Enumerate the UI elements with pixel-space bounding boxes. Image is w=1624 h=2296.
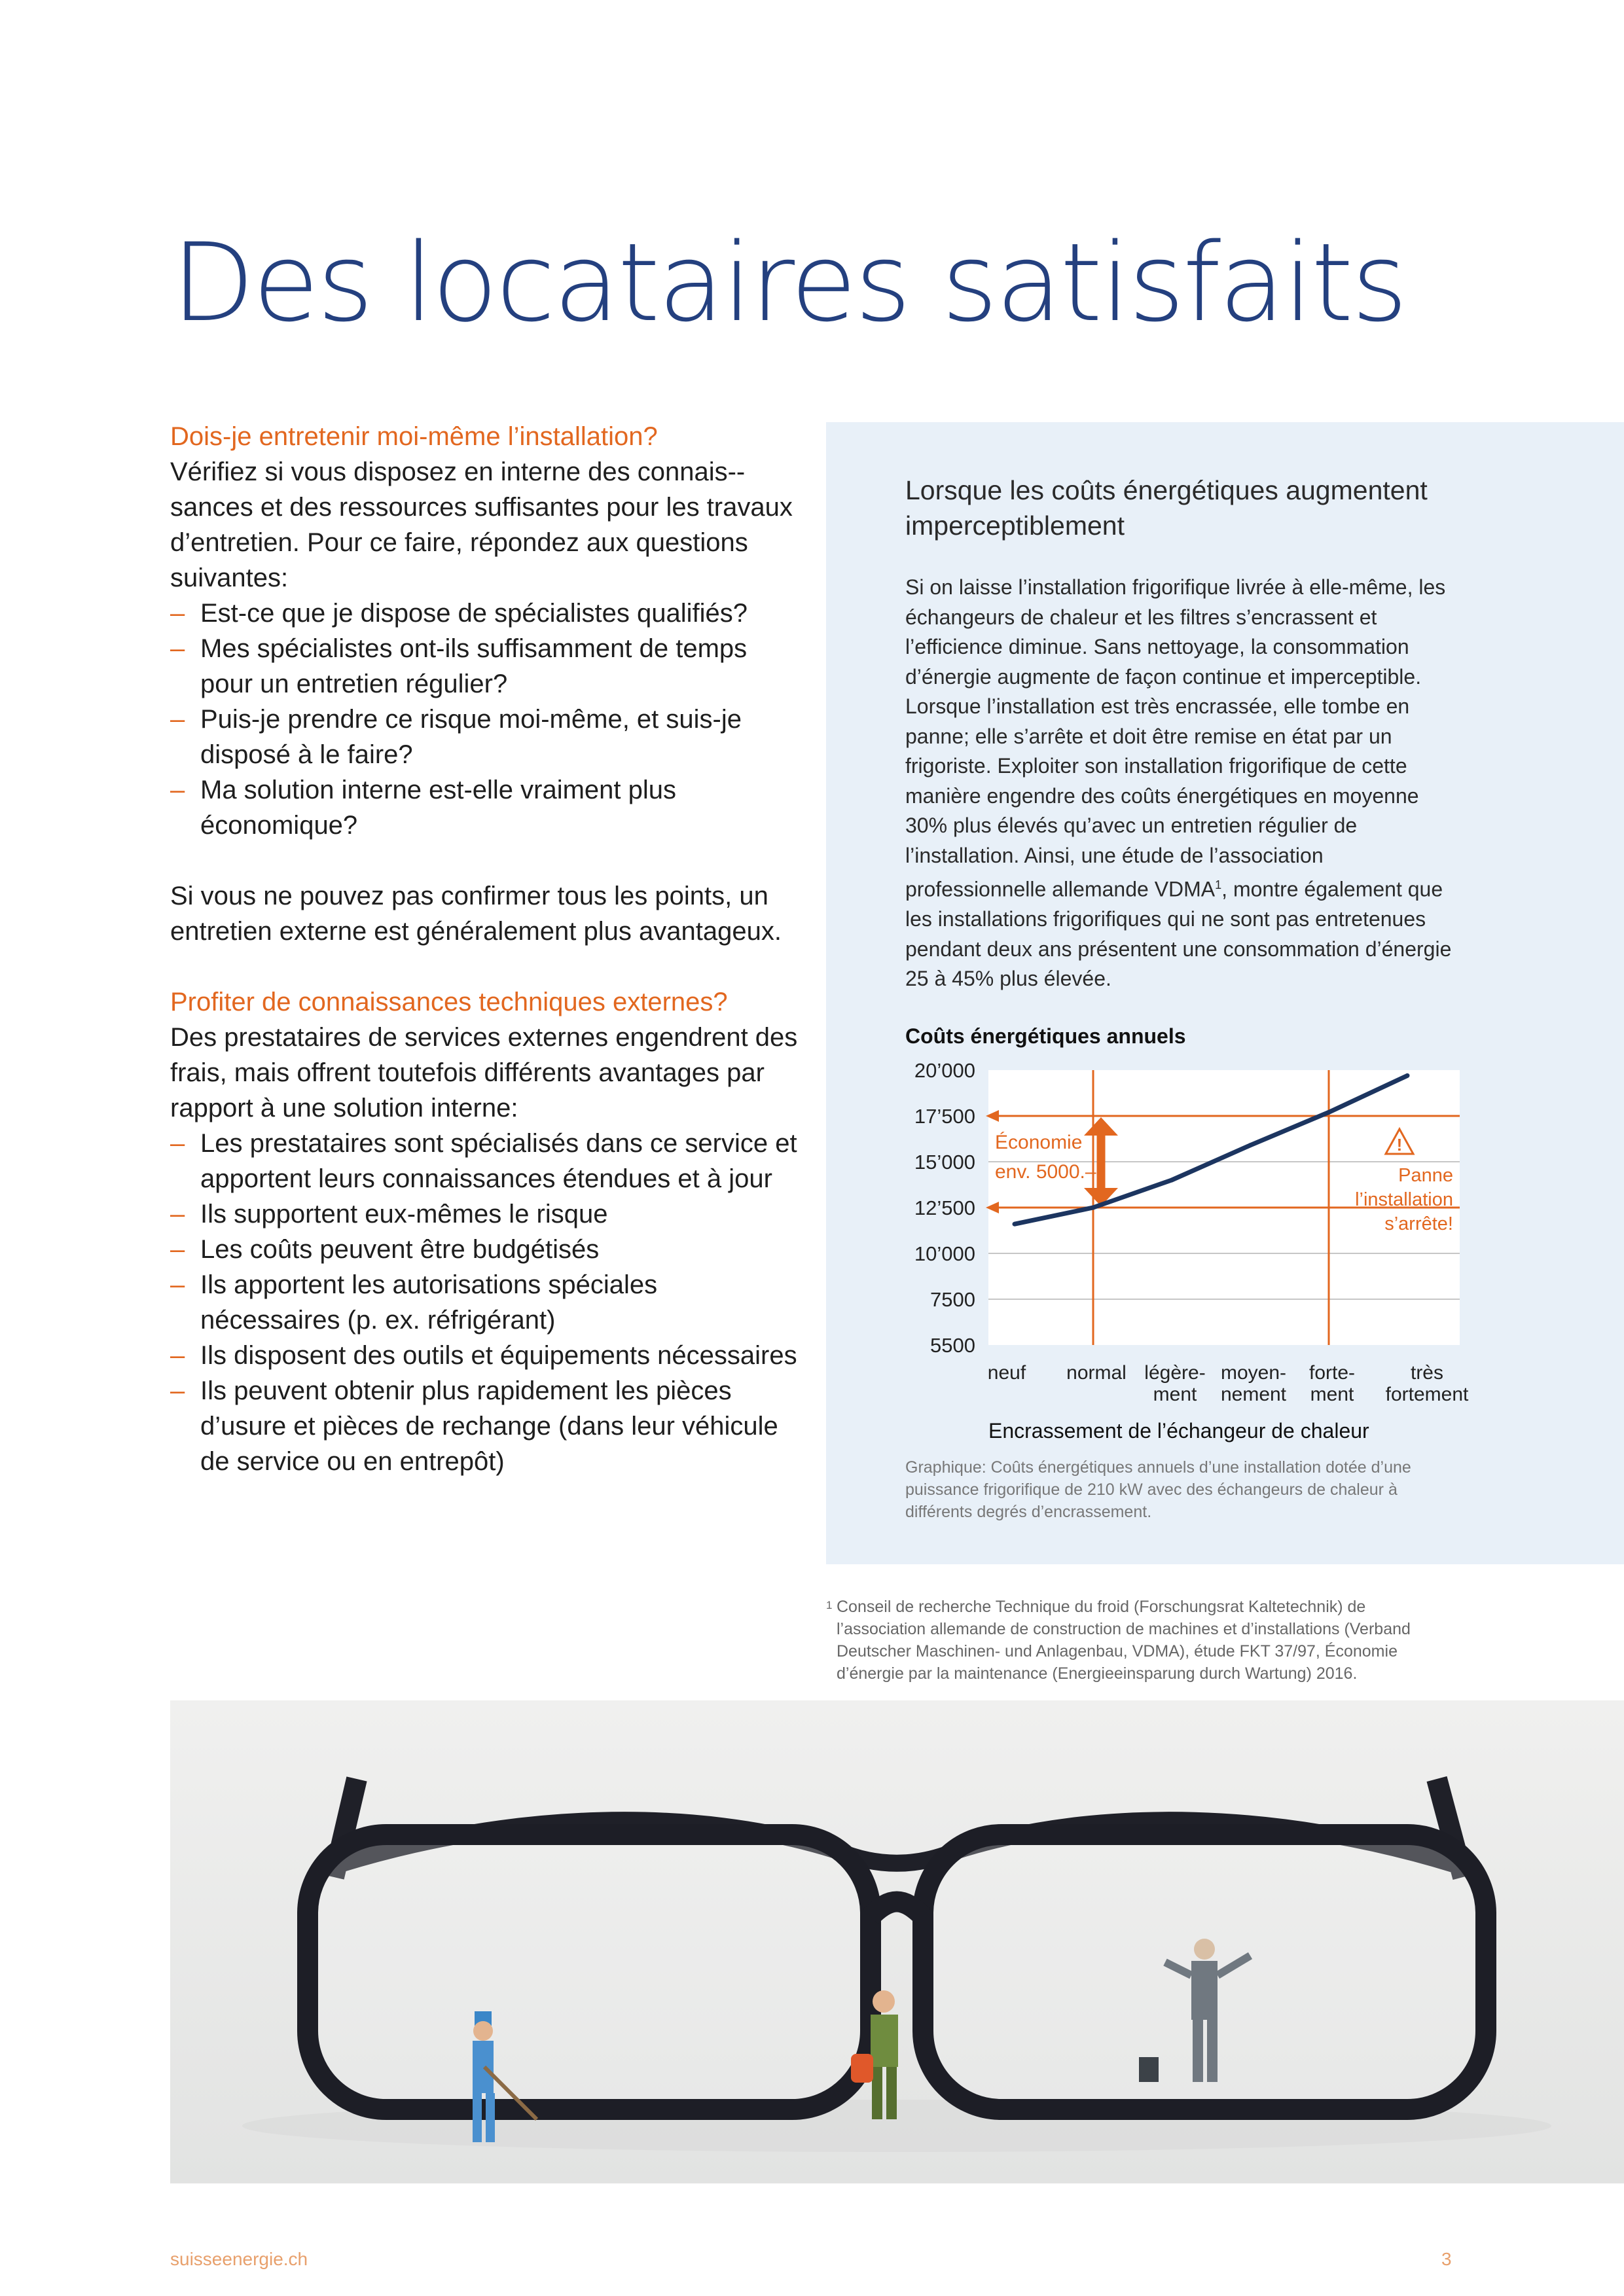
section-heading-2: Profiter de connaissances techniques externes? — [170, 988, 728, 1016]
failure-label: l’installation — [1355, 1189, 1453, 1210]
page-number: 3 — [1441, 2249, 1452, 2269]
section-conclusion-1: Si vous ne pouvez pas confirmer tous les points, un entretien externe est généralement plus avantageux. — [170, 882, 782, 946]
failure-label: Panne — [1398, 1165, 1453, 1186]
info-box-text: Si on laisse l’installation frigorifique livrée à elle-même, les échangeurs de chaleur et les filtres s’encrassent et l’efficience diminue. Sans nettoyage, la consommation d’énergie augmente de façon continue et imperceptible. Lorsque l’installation est très encrassée, elle tombe en panne; elle s’arrête et doit être remise en état par un frigoriste. Exploiter son installation frigorifique de cette manière engendre des coûts énergétiques en moyenne 30% plus élevés qu’avec un entretien régulier de l’installation. Ainsi, une étude de l’association professionnelle allemande VDMA$^1$, montre également que les installations frigorifiques qui ne sont pas entretenues pendant deux ans présentent une consommation d’énergie 25 à 45% plus élevée. — [905, 575, 1452, 991]
dash-icon: – — [170, 1200, 185, 1229]
section-intro-2: Des prestataires de services externes engendrent des frais, mais offrent toutefois différents avantages par rapport à une solution interne: — [170, 1023, 798, 1122]
chart-caption: Graphique: Coûts énergétiques annuels d’une installation dotée d’une puissance frigorifique de 210 kW avec des échangeurs de chaleur à différents degrés d’encrassement. — [905, 1458, 1411, 1521]
x-axis-label: Encrassement de l’échangeur de chaleur — [988, 1419, 1369, 1443]
economy-label: env. 5000.– — [995, 1161, 1096, 1183]
dash-icon: – — [170, 1376, 185, 1405]
list-item: – Est-ce que je dispose de spécialistes qualifiés? — [170, 596, 799, 631]
x-tick-label: ment — [1153, 1384, 1197, 1405]
section-intro-1: Vérifiez si vous disposez en interne des connais-sances et des ressources suffisantes pour les travaux d’entretien. Pour ce faire, répondez aux questions suivantes: — [170, 457, 793, 592]
footnote-text: Conseil de recherche Technique du froid (Forschungsrat Kaltetechnik) de l’association allemande de construction de machines et d’installations (Verband Deutscher Maschinen- und Anlagenbau, VDMA), étude FKT 37/97, Économie d’énergie par la maintenance (Energieeinsparung durch Wartung) 2016. — [837, 1598, 1411, 1683]
dash-icon: – — [170, 1235, 185, 1264]
section-heading-1: Dois-je entretenir moi-même l’installation? — [170, 422, 658, 451]
dash-icon: – — [170, 1129, 185, 1158]
list-item: – Ils disposent des outils et équipements nécessaires — [170, 1338, 799, 1373]
data-point — [1248, 1143, 1253, 1147]
x-tick-label: neuf — [987, 1362, 1026, 1384]
list-item: – Ma solution interne est-elle vraiment plus économique? — [170, 772, 799, 843]
x-tick-label: normal — [1066, 1362, 1127, 1384]
page-title: Des locataires satisfaits — [171, 220, 1406, 346]
y-tick-label: 5500 — [930, 1334, 975, 1357]
energy-cost-chart — [897, 1047, 1486, 1453]
dash-icon: – — [170, 1341, 185, 1370]
y-tick-label: 12’500 — [914, 1196, 975, 1219]
list-item: – Ils apportent les autorisations spéciales nécessaires (p. ex. réfrigérant) — [170, 1267, 799, 1338]
data-point — [1013, 1222, 1017, 1227]
info-box-title: Lorsque les coûts énergétiques augmentent imperceptiblement — [905, 475, 1428, 541]
y-tick-label: 7500 — [930, 1288, 975, 1311]
data-point — [1405, 1073, 1410, 1078]
list-item: – Puis-je prendre ce risque moi-même, et suis-je disposé à le faire? — [170, 702, 799, 772]
x-tick-label: forte- — [1308, 1362, 1356, 1384]
footer-website: suisseenergie.ch — [170, 2249, 308, 2269]
failure-label: s’arrête! — [1384, 1213, 1453, 1234]
x-tick-label: légère- — [1144, 1362, 1206, 1384]
dash-icon: – — [170, 776, 185, 804]
dash-icon: – — [170, 599, 185, 628]
advantage-list — [170, 1126, 799, 1479]
data-point — [1091, 1206, 1096, 1210]
left-column — [170, 419, 799, 1479]
question-list — [170, 596, 799, 843]
footnote-ref: 1 — [1215, 878, 1222, 891]
data-point — [1327, 1110, 1331, 1115]
economy-label: Économie — [995, 1132, 1083, 1153]
x-tick-label: ment — [1310, 1384, 1354, 1405]
warning-icon-mark: ! — [1396, 1135, 1403, 1155]
footnote-marker: 1 — [826, 1599, 833, 1611]
data-point — [1170, 1178, 1174, 1183]
dash-icon: – — [170, 634, 185, 663]
list-item: – Mes spécialistes ont-ils suffisamment de temps pour un entretien régulier? — [170, 631, 799, 702]
y-tick-label: 17’500 — [914, 1105, 975, 1128]
list-item: – Ils supportent eux-mêmes le risque — [170, 1196, 799, 1232]
y-tick-label: 10’000 — [914, 1242, 975, 1265]
x-tick-label: moyen- — [1220, 1362, 1287, 1384]
footnote — [826, 1596, 1454, 1685]
list-item: – Les coûts peuvent être budgétisés — [170, 1232, 799, 1267]
dash-icon: – — [170, 1270, 185, 1299]
y-tick-label: 15’000 — [914, 1151, 975, 1174]
glasses-miniature-workers-photo — [170, 1700, 1624, 2183]
dash-icon: – — [170, 705, 185, 734]
list-item: – Ils peuvent obtenir plus rapidement les pièces d’usure et pièces de rechange (dans leur véhicule de service ou en entrepôt) — [170, 1373, 799, 1479]
x-tick-label: nement — [1220, 1384, 1287, 1405]
x-tick-label: très — [1410, 1362, 1444, 1384]
list-item: – Les prestataires sont spécialisés dans ce service et apportent leurs connaissances étendues et à jour — [170, 1126, 799, 1196]
x-tick-label: fortement — [1385, 1384, 1469, 1405]
chart-title: Coûts énergétiques annuels — [905, 1024, 1186, 1048]
y-tick-label: 20’000 — [914, 1059, 975, 1082]
